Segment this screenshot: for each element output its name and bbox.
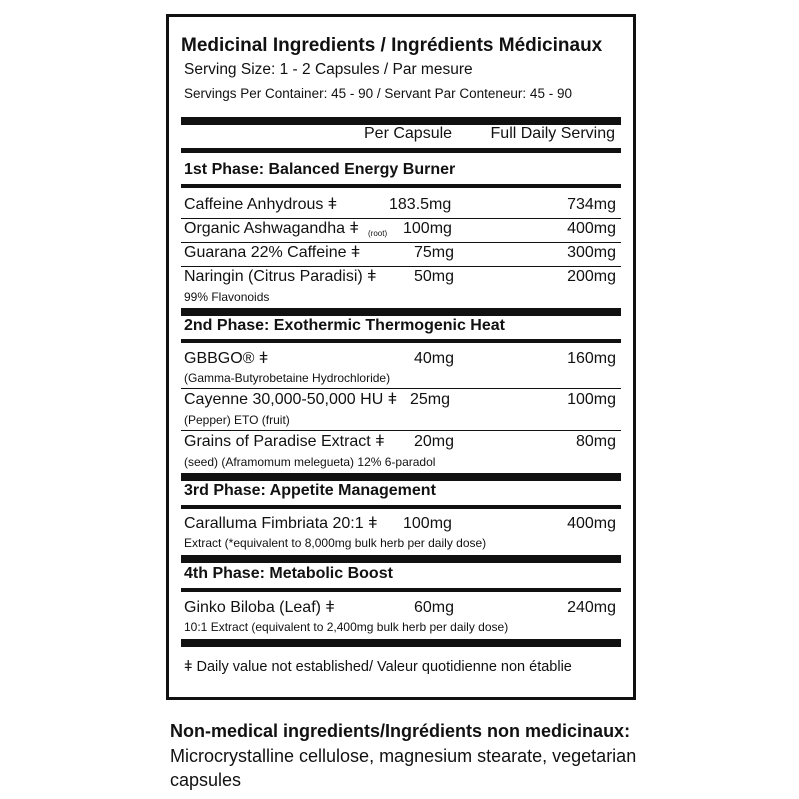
ingredient-note: (Pepper) ETO (fruit) — [184, 413, 290, 427]
row-divider — [181, 242, 621, 243]
ingredient-per-capsule: 20mg — [414, 433, 455, 450]
ingredient-per-capsule: 75mg — [414, 244, 455, 261]
phase-3-title: 3rd Phase: Appetite Management — [184, 482, 436, 499]
ingredient-per-capsule: 25mg — [410, 391, 451, 408]
phase-2-title: 2nd Phase: Exothermic Thermogenic Heat — [184, 317, 505, 334]
ingredient-name: Organic Ashwagandha ǂ — [184, 220, 359, 237]
footnote: ǂ Daily value not established/ Valeur quotidienne non établie — [184, 659, 572, 675]
row-divider — [181, 388, 621, 389]
ingredient-per-capsule: 183.5mg — [389, 196, 452, 213]
non-medicinal-title: Non-medical ingredients/Ingrédients non medicinaux: — [170, 721, 631, 741]
phase-1-title: 1st Phase: Balanced Energy Burner — [184, 161, 456, 178]
ingredient-note: 10:1 Extract (equivalent to 2,400mg bulk herb per daily dose) — [184, 620, 509, 634]
col-full-daily: Full Daily Serving — [490, 125, 615, 142]
ingredient-daily: 400mg — [567, 515, 616, 532]
col-per-capsule: Per Capsule — [364, 125, 453, 142]
phase-4-title: 4th Phase: Metabolic Boost — [184, 565, 393, 582]
ingredient-daily: 100mg — [567, 391, 616, 408]
row-divider — [181, 218, 621, 219]
serving-size: Serving Size: 1 - 2 Capsules / Par mesure — [184, 61, 473, 78]
ingredient-name: GBBGO® ǂ — [184, 350, 269, 367]
ingredient-name: Caralluma Fimbriata 20:1 ǂ — [184, 515, 378, 532]
ingredient-name: Caffeine Anhydrous ǂ — [184, 196, 338, 213]
ingredient-daily: 200mg — [567, 268, 616, 285]
ingredient-daily: 300mg — [567, 244, 616, 261]
ingredient-note: (seed) (Aframomum melegueta) 12% 6-paradol — [184, 455, 436, 469]
phase-bar — [181, 555, 621, 563]
ingredient-daily: 734mg — [567, 196, 616, 213]
supplement-facts-panel — [166, 14, 636, 700]
ingredient-per-capsule: 100mg — [403, 220, 452, 237]
phase-divider — [181, 184, 621, 188]
ingredient-daily: 160mg — [567, 350, 616, 367]
phase-bar — [181, 308, 621, 316]
panel-title: Medicinal Ingredients / Ingrédients Médicinaux — [181, 35, 603, 56]
phase-bar — [181, 473, 621, 481]
servings-per-container: Servings Per Container: 45 - 90 / Servant Par Conteneur: 45 - 90 — [184, 86, 572, 101]
ingredient-name: Ginko Biloba (Leaf) ǂ — [184, 599, 335, 616]
phase-divider — [181, 588, 621, 592]
ingredient-daily: 400mg — [567, 220, 616, 237]
ingredient-name: Guarana 22% Caffeine ǂ — [184, 244, 361, 261]
ingredient-daily: 240mg — [567, 599, 616, 616]
ingredient-note: (Gamma-Butyrobetaine Hydrochloride) — [184, 371, 391, 385]
column-header-bar — [181, 148, 621, 153]
phase-divider — [181, 339, 621, 343]
phase-divider — [181, 505, 621, 509]
ingredient-name: Grains of Paradise Extract ǂ — [184, 433, 385, 450]
ingredient-daily: 80mg — [575, 433, 616, 450]
ingredient-per-capsule: 100mg — [403, 515, 452, 532]
ingredient-name: Cayenne 30,000-50,000 HU ǂ — [184, 391, 398, 408]
ingredient-note: Extract (*equivalent to 8,000mg bulk herb per daily dose) — [184, 536, 487, 550]
row-divider — [181, 266, 621, 267]
ingredient-per-capsule: 60mg — [414, 599, 455, 616]
ingredient-name: Naringin (Citrus Paradisi) ǂ — [184, 268, 377, 285]
header-bar — [181, 117, 621, 125]
row-divider — [181, 430, 621, 431]
ingredient-per-capsule: 50mg — [414, 268, 455, 285]
non-medicinal-text: Microcrystalline cellulose, magnesium stearate, vegetarian capsules — [170, 746, 637, 790]
footer-bar — [181, 639, 621, 647]
ingredient-per-capsule: 40mg — [414, 350, 455, 367]
ingredient-tag: (root) — [368, 229, 388, 238]
ingredient-note: 99% Flavonoids — [184, 290, 270, 304]
